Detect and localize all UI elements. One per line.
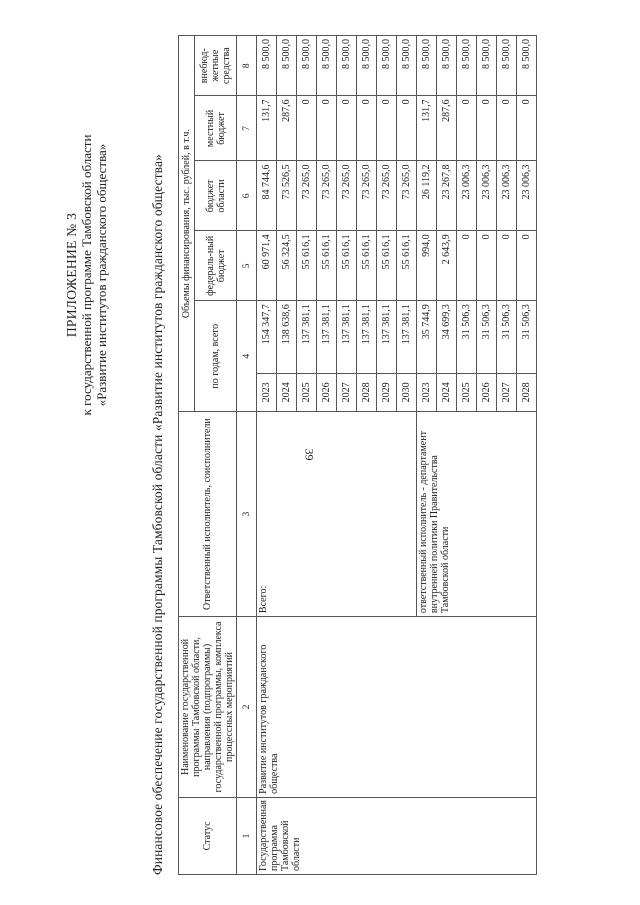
extra-cell: 8 500,0 [477,36,497,96]
total-cell: 137 381,1 [357,301,377,373]
extra-cell: 8 500,0 [497,36,517,96]
extra-cell: 8 500,0 [357,36,377,96]
federal-cell: 0 [497,231,517,301]
extra-cell: 8 500,0 [377,36,397,96]
year-cell: 2030 [397,373,417,412]
col-number: 6 [237,161,257,231]
year-cell: 2028 [517,373,537,412]
total-cell: 31 506,3 [477,301,497,373]
total-cell: 31 506,3 [497,301,517,373]
total-cell: 31 506,3 [517,301,537,373]
table-body [257,36,537,875]
appendix-line-1: к государственной программе Тамбовской области [79,134,94,416]
local-cell: 0 [517,96,537,161]
document-title: Финансовое обеспечение государственной программы Тамбовской области «Развитие институтов гражданского общества» [150,154,165,875]
regional-cell: 23 006,3 [497,161,517,231]
appendix-header [64,95,109,455]
local-cell: 0 [497,96,517,161]
regional-cell: 73 265,0 [377,161,397,231]
header-by-years: по годам, всего [195,301,237,412]
appendix-line-2: «Развитие институтов гражданского общества» [94,143,109,407]
year-cell: 2027 [497,373,517,412]
regional-cell: 26 119,2 [417,161,437,231]
extra-cell: 8 500,0 [317,36,337,96]
extra-cell: 8 500,0 [297,36,317,96]
federal-cell: 56 324,5 [277,231,297,301]
regional-cell: 23 267,8 [437,161,457,231]
page-number: 39 [302,448,317,461]
col-number: 4 [237,301,257,412]
local-cell: 287,6 [277,96,297,161]
local-cell: 0 [457,96,477,161]
extra-cell: 8 500,0 [397,36,417,96]
total-cell: 137 381,1 [337,301,357,373]
local-cell: 287,6 [437,96,457,161]
extra-cell: 8 500,0 [417,36,437,96]
col-number: 5 [237,231,257,301]
local-cell: 131,7 [257,96,277,161]
year-cell: 2026 [317,373,337,412]
header-status: Статус [179,797,237,874]
table-row [257,36,277,875]
year-cell: 2023 [257,373,277,412]
year-cell: 2026 [477,373,497,412]
federal-cell: 0 [477,231,497,301]
federal-cell: 60 971,4 [257,231,277,301]
extra-cell: 8 500,0 [337,36,357,96]
local-cell: 0 [477,96,497,161]
year-cell: 2024 [277,373,297,412]
federal-cell: 55 616,1 [357,231,377,301]
col-number: 3 [237,412,257,617]
total-cell: 154 347,7 [257,301,277,373]
total-cell: 34 699,3 [437,301,457,373]
header-federal: федераль-ный бюджет [195,231,237,301]
year-cell: 2028 [357,373,377,412]
regional-cell: 73 265,0 [297,161,317,231]
regional-cell: 23 006,3 [477,161,497,231]
federal-cell: 994,0 [417,231,437,301]
header-extra: внебюд-жетные средства [195,36,237,96]
year-cell: 2027 [337,373,357,412]
regional-cell: 73 265,0 [357,161,377,231]
total-cell: 137 381,1 [297,301,317,373]
col-number: 1 [237,797,257,874]
total-cell: 31 506,3 [457,301,477,373]
group-executor-label: ответственный исполнитель - департамент внутренней политики Правительства Тамбовской области [417,412,537,617]
year-cell: 2023 [417,373,437,412]
total-cell: 137 381,1 [317,301,337,373]
federal-cell: 55 616,1 [317,231,337,301]
federal-cell: 55 616,1 [377,231,397,301]
extra-cell: 8 500,0 [457,36,477,96]
local-cell: 0 [397,96,417,161]
year-cell: 2029 [377,373,397,412]
col-number: 8 [237,36,257,96]
local-cell: 131,7 [417,96,437,161]
year-cell: 2024 [437,373,457,412]
col-number: 7 [237,96,257,161]
appendix-heading: ПРИЛОЖЕНИЕ № 3 [64,212,79,338]
column-number-row [237,36,257,875]
federal-cell: 55 616,1 [397,231,417,301]
col-number: 2 [237,617,257,798]
extra-cell: 8 500,0 [277,36,297,96]
year-cell: 2025 [457,373,477,412]
total-cell: 35 744,9 [417,301,437,373]
regional-cell: 23 006,3 [457,161,477,231]
extra-cell: 8 500,0 [257,36,277,96]
local-cell: 0 [297,96,317,161]
regional-cell: 23 006,3 [517,161,537,231]
total-cell: 138 638,6 [277,301,297,373]
program-name-cell: Развитие институтов гражданского общества [257,617,537,798]
regional-cell: 73 265,0 [337,161,357,231]
group-total-label: Всего: [257,412,417,617]
federal-cell: 55 616,1 [337,231,357,301]
header-executor: Ответственный исполнитель, соисполнители [179,412,237,617]
landscape-sheet [50,15,590,875]
regional-cell: 73 265,0 [397,161,417,231]
extra-cell: 8 500,0 [437,36,457,96]
local-cell: 0 [357,96,377,161]
total-cell: 137 381,1 [397,301,417,373]
extra-cell: 8 500,0 [517,36,537,96]
financing-table [178,35,537,875]
federal-cell: 55 616,1 [297,231,317,301]
local-cell: 0 [377,96,397,161]
regional-cell: 73 526,5 [277,161,297,231]
local-cell: 0 [317,96,337,161]
federal-cell: 2 643,9 [437,231,457,301]
header-volumes: Объемы финансирования, тыс. рублей, в т.ч. [179,36,195,412]
year-cell: 2025 [297,373,317,412]
federal-cell: 0 [457,231,477,301]
header-regional: бюджет области [195,161,237,231]
header-name: Наименование государственной программы Тамбовской области, направления (подпрограммы) государственной программы, комплекса процессных мероприятий [179,617,237,798]
federal-cell: 0 [517,231,537,301]
status-cell: Государственная программа Тамбовской области [257,797,537,874]
regional-cell: 73 265,0 [317,161,337,231]
total-cell: 137 381,1 [377,301,397,373]
regional-cell: 84 744,6 [257,161,277,231]
header-local: местный бюджет [195,96,237,161]
local-cell: 0 [337,96,357,161]
